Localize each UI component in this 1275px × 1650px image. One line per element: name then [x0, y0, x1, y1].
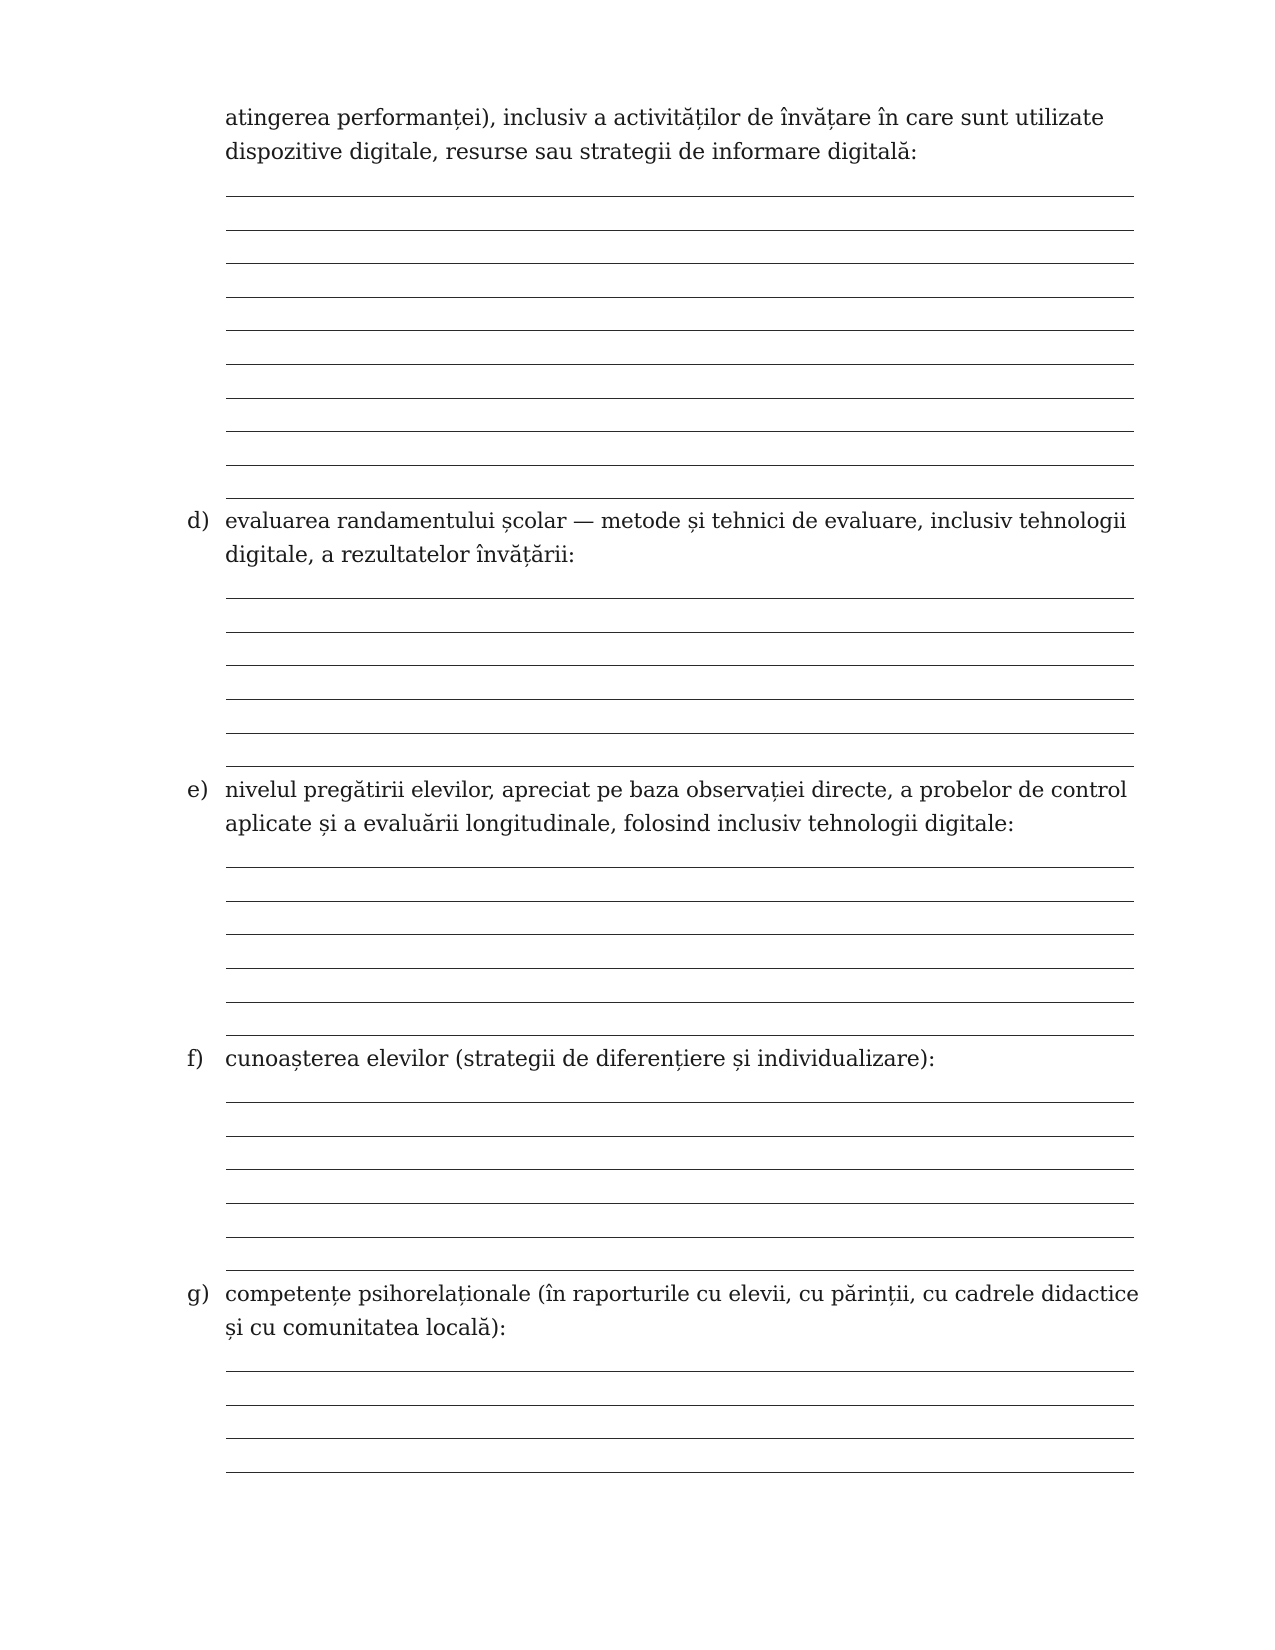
section-c-text-line-2: dispozitive digitale, resurse sau strategii de informare digitală:: [225, 140, 918, 165]
answer-line[interactable]: [226, 431, 1134, 432]
answer-line[interactable]: [226, 364, 1134, 365]
section-e-letter: e): [187, 778, 209, 803]
answer-line[interactable]: [226, 465, 1134, 466]
answer-line[interactable]: [226, 699, 1134, 700]
section-d-text-line-2: digitale, a rezultatelor învățării:: [225, 543, 575, 568]
answer-line[interactable]: [226, 297, 1134, 298]
answer-line[interactable]: [226, 230, 1134, 231]
section-e-text-line-1: nivelul pregătirii elevilor, apreciat pe baza observației directe, a probelor de control: [225, 778, 1127, 803]
answer-line[interactable]: [226, 1102, 1134, 1103]
answer-line[interactable]: [226, 398, 1134, 399]
answer-line[interactable]: [226, 1405, 1134, 1406]
answer-line[interactable]: [226, 934, 1134, 935]
answer-line[interactable]: [226, 632, 1134, 633]
answer-line[interactable]: [226, 733, 1134, 734]
answer-line[interactable]: [226, 1472, 1134, 1473]
answer-line[interactable]: [226, 263, 1134, 264]
answer-line[interactable]: [226, 1438, 1134, 1439]
answer-line[interactable]: [226, 901, 1134, 902]
section-c-text-line-1: atingerea performanței), inclusiv a activităților de învățare în care sunt utilizate: [225, 106, 1104, 131]
answer-line[interactable]: [226, 1002, 1134, 1003]
section-d-letter: d): [187, 509, 210, 534]
answer-line[interactable]: [226, 766, 1134, 767]
answer-line[interactable]: [226, 968, 1134, 969]
answer-line[interactable]: [226, 1035, 1134, 1036]
section-g-text-line-1: competențe psihorelaționale (în raporturile cu elevii, cu părinții, cu cadrele didactice: [225, 1282, 1139, 1307]
section-e-text-line-2: aplicate și a evaluării longitudinale, folosind inclusiv tehnologii digitale:: [225, 812, 1015, 837]
section-g-letter: g): [187, 1282, 210, 1307]
answer-line[interactable]: [226, 1169, 1134, 1170]
answer-line[interactable]: [226, 1203, 1134, 1204]
answer-line[interactable]: [226, 1136, 1134, 1137]
answer-line[interactable]: [226, 598, 1134, 599]
section-d-text-line-1: evaluarea randamentului școlar — metode și tehnici de evaluare, inclusiv tehnologii: [225, 509, 1127, 534]
answer-line[interactable]: [226, 196, 1134, 197]
answer-line[interactable]: [226, 1270, 1134, 1271]
answer-line[interactable]: [226, 1237, 1134, 1238]
answer-line[interactable]: [226, 1371, 1134, 1372]
answer-line[interactable]: [226, 498, 1134, 499]
answer-line[interactable]: [226, 665, 1134, 666]
answer-line[interactable]: [226, 867, 1134, 868]
section-f-letter: f): [187, 1047, 204, 1072]
section-g-text-line-2: și cu comunitatea locală):: [225, 1316, 507, 1341]
answer-line[interactable]: [226, 330, 1134, 331]
section-f-text-line-1: cunoașterea elevilor (strategii de diferențiere și individualizare):: [225, 1047, 936, 1072]
